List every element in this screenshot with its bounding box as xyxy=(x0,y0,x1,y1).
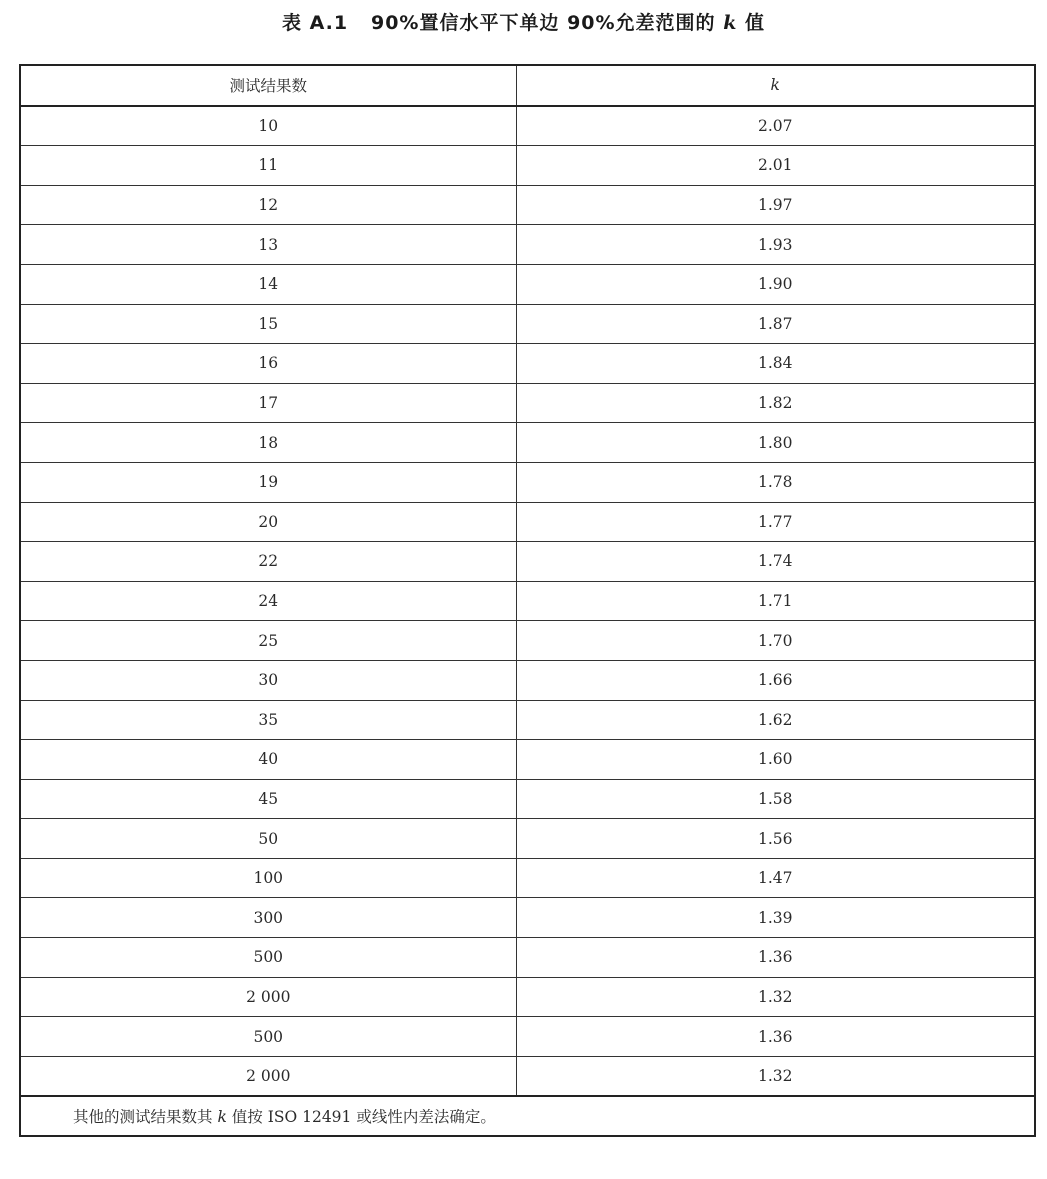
table-row xyxy=(20,1056,1035,1096)
table-row xyxy=(20,819,1035,859)
cell-test-count: 45 xyxy=(20,779,516,819)
note-text-end: 值按 ISO 12491 或线性内差法确定。 xyxy=(231,1108,496,1127)
table-row xyxy=(20,146,1035,186)
table-row xyxy=(20,462,1035,502)
cell-k-value: 1.62 xyxy=(516,700,1035,740)
table-row xyxy=(20,185,1035,225)
cell-k-value: 1.70 xyxy=(516,621,1035,661)
table-row xyxy=(20,304,1035,344)
cell-k-value: 1.90 xyxy=(516,264,1035,304)
table-row xyxy=(20,977,1035,1017)
caption-text-end: 值 xyxy=(744,12,765,34)
table-row xyxy=(20,779,1035,819)
cell-k-value: 1.78 xyxy=(516,462,1035,502)
cell-test-count: 500 xyxy=(20,938,516,978)
table-row xyxy=(20,225,1035,265)
cell-test-count: 12 xyxy=(20,185,516,225)
table-row xyxy=(20,938,1035,978)
table-row xyxy=(20,423,1035,463)
table-row xyxy=(20,502,1035,542)
table-note-row xyxy=(20,1096,1035,1136)
caption-label: 表 A.1 xyxy=(282,12,349,34)
cell-k-value: 1.66 xyxy=(516,660,1035,700)
cell-test-count: 11 xyxy=(20,146,516,186)
cell-test-count: 16 xyxy=(20,344,516,384)
cell-k-value: 1.71 xyxy=(516,581,1035,621)
cell-k-value: 2.07 xyxy=(516,106,1035,146)
cell-k-value: 1.60 xyxy=(516,740,1035,780)
header-k: k xyxy=(516,65,1035,106)
cell-test-count: 24 xyxy=(20,581,516,621)
cell-test-count: 22 xyxy=(20,542,516,582)
k-value-table xyxy=(19,64,1036,1137)
table-note xyxy=(20,1096,1035,1136)
note-text: 其他的测试结果数其 xyxy=(73,1108,213,1127)
caption-k-symbol: k xyxy=(723,12,738,34)
table-row xyxy=(20,581,1035,621)
cell-k-value: 1.97 xyxy=(516,185,1035,225)
cell-test-count: 2 000 xyxy=(20,1056,516,1096)
table-row xyxy=(20,106,1035,146)
cell-test-count: 14 xyxy=(20,264,516,304)
cell-test-count: 10 xyxy=(20,106,516,146)
cell-test-count: 17 xyxy=(20,383,516,423)
table-caption xyxy=(0,8,1047,35)
cell-test-count: 30 xyxy=(20,660,516,700)
table-row xyxy=(20,898,1035,938)
cell-test-count: 50 xyxy=(20,819,516,859)
note-k-symbol: k xyxy=(217,1108,227,1127)
table-row xyxy=(20,700,1035,740)
table-body xyxy=(20,106,1035,1097)
cell-k-value: 1.93 xyxy=(516,225,1035,265)
cell-k-value: 1.58 xyxy=(516,779,1035,819)
cell-k-value: 1.36 xyxy=(516,938,1035,978)
cell-k-value: 1.80 xyxy=(516,423,1035,463)
cell-k-value: 1.87 xyxy=(516,304,1035,344)
cell-test-count: 20 xyxy=(20,502,516,542)
cell-test-count: 35 xyxy=(20,700,516,740)
table-row xyxy=(20,740,1035,780)
table-row xyxy=(20,621,1035,661)
table-row xyxy=(20,542,1035,582)
cell-k-value: 1.77 xyxy=(516,502,1035,542)
table-row xyxy=(20,383,1035,423)
cell-test-count: 2 000 xyxy=(20,977,516,1017)
header-test-count: 测试结果数 xyxy=(20,65,516,106)
cell-test-count: 500 xyxy=(20,1017,516,1057)
cell-k-value: 1.36 xyxy=(516,1017,1035,1057)
cell-test-count: 25 xyxy=(20,621,516,661)
cell-test-count: 100 xyxy=(20,858,516,898)
table-row xyxy=(20,264,1035,304)
cell-test-count: 40 xyxy=(20,740,516,780)
table-row xyxy=(20,660,1035,700)
cell-test-count: 18 xyxy=(20,423,516,463)
cell-k-value: 1.32 xyxy=(516,977,1035,1017)
cell-k-value: 1.82 xyxy=(516,383,1035,423)
cell-k-value: 1.56 xyxy=(516,819,1035,859)
table-row xyxy=(20,1017,1035,1057)
cell-test-count: 19 xyxy=(20,462,516,502)
cell-k-value: 1.32 xyxy=(516,1056,1035,1096)
cell-test-count: 13 xyxy=(20,225,516,265)
cell-k-value: 2.01 xyxy=(516,146,1035,186)
cell-k-value: 1.84 xyxy=(516,344,1035,384)
table-row xyxy=(20,344,1035,384)
table-row xyxy=(20,858,1035,898)
cell-k-value: 1.39 xyxy=(516,898,1035,938)
cell-k-value: 1.74 xyxy=(516,542,1035,582)
cell-test-count: 15 xyxy=(20,304,516,344)
cell-k-value: 1.47 xyxy=(516,858,1035,898)
caption-text: 90%置信水平下单边 90%允差范围的 xyxy=(370,12,716,34)
cell-test-count: 300 xyxy=(20,898,516,938)
table-header-row xyxy=(20,65,1035,106)
